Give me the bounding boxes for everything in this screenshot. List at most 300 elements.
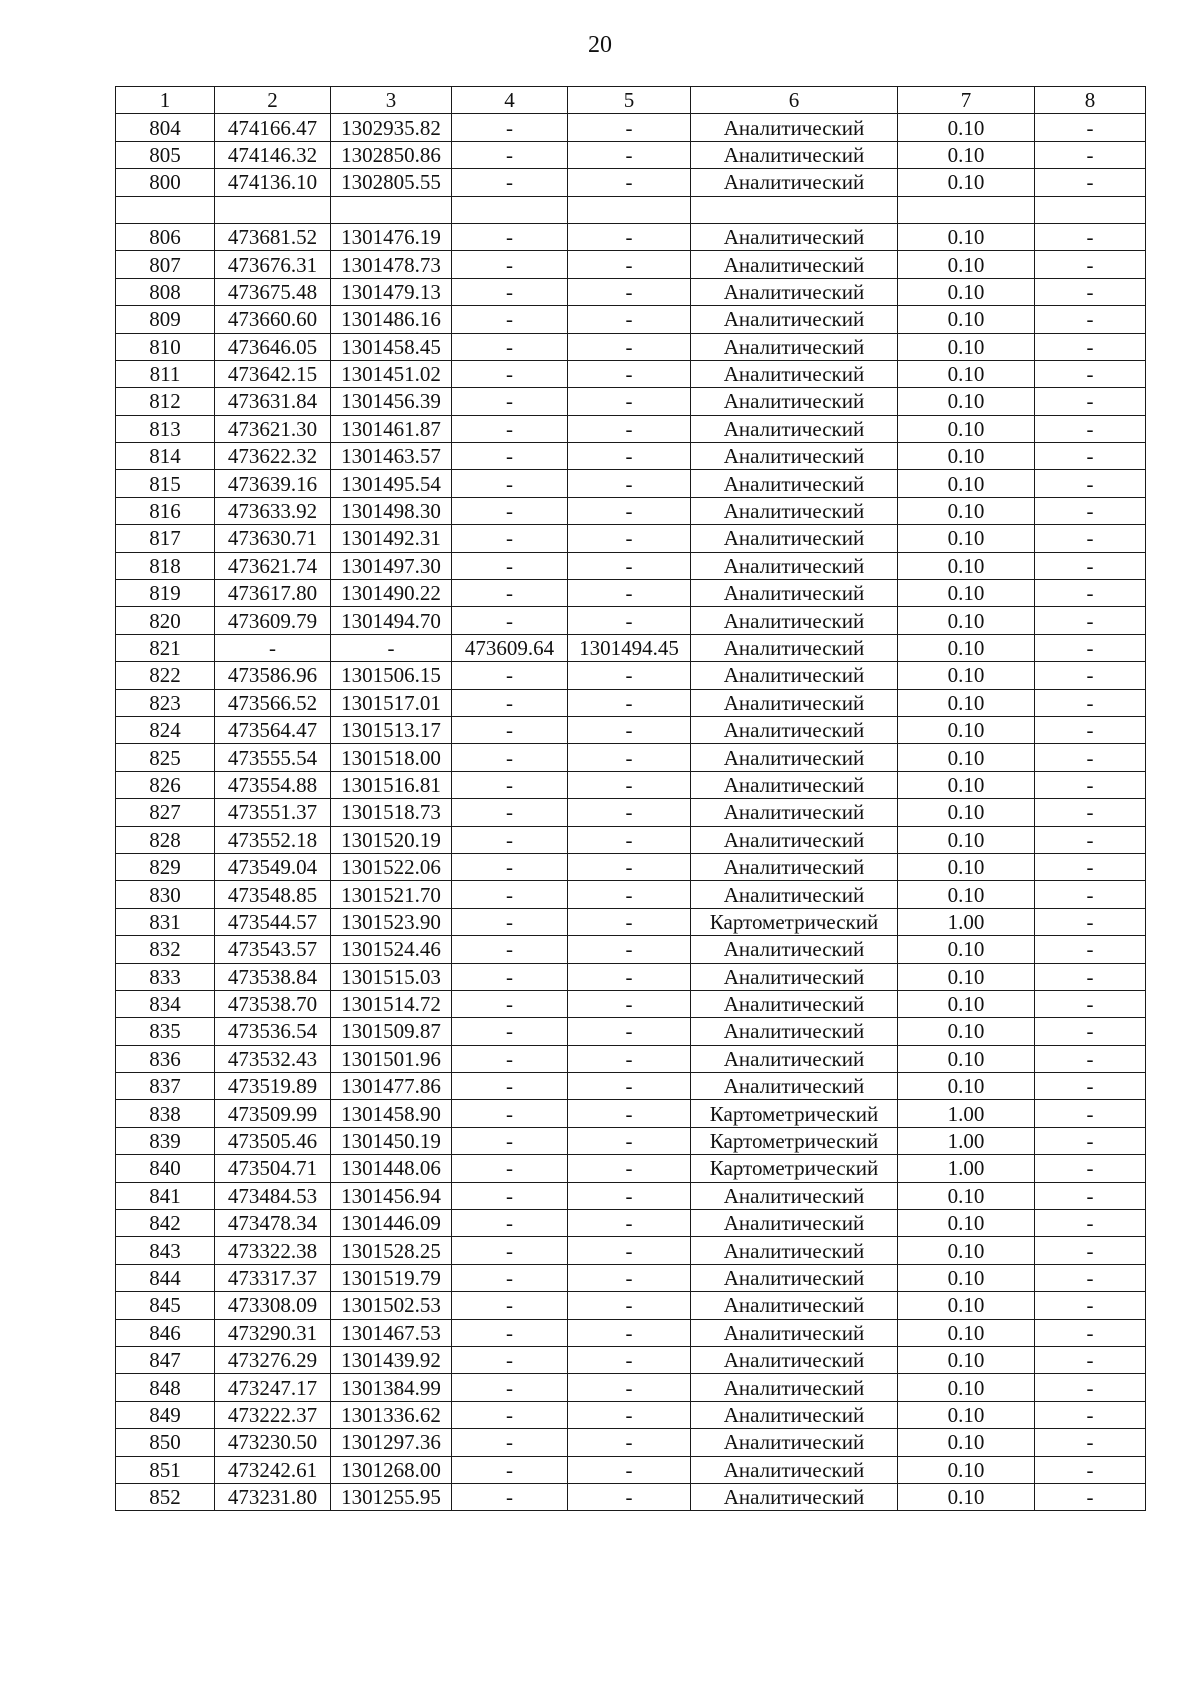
table-cell: 828: [116, 826, 215, 853]
table-cell: -: [568, 936, 691, 963]
table-cell: 0.10: [898, 1210, 1035, 1237]
table-cell: 0.10: [898, 169, 1035, 196]
table-cell: -: [1035, 689, 1146, 716]
table-cell: 1301492.31: [331, 525, 452, 552]
table-cell: 473222.37: [215, 1401, 331, 1428]
table-cell: -: [1035, 662, 1146, 689]
table-cell: 848: [116, 1374, 215, 1401]
table-cell: -: [1035, 1374, 1146, 1401]
table-cell: 474136.10: [215, 169, 331, 196]
table-cell: 823: [116, 689, 215, 716]
table-cell: -: [452, 1429, 568, 1456]
table-cell: 473519.89: [215, 1073, 331, 1100]
table-cell: 0.10: [898, 1346, 1035, 1373]
table-cell: 807: [116, 251, 215, 278]
table-row: [116, 333, 1146, 360]
table-cell: 0.10: [898, 443, 1035, 470]
table-cell: -: [452, 360, 568, 387]
table-row: [116, 1346, 1146, 1373]
table-cell: 1301516.81: [331, 771, 452, 798]
table-row: [116, 1429, 1146, 1456]
table-cell: 473630.71: [215, 525, 331, 552]
table-cell: 473676.31: [215, 251, 331, 278]
table-cell: 0.10: [898, 963, 1035, 990]
table-cell: Аналитический: [691, 1319, 898, 1346]
table-cell: 0.10: [898, 881, 1035, 908]
table-cell: 831: [116, 908, 215, 935]
table-cell: -: [568, 114, 691, 141]
table-cell: Аналитический: [691, 443, 898, 470]
table-cell: -: [568, 1456, 691, 1483]
table-cell: 473509.99: [215, 1100, 331, 1127]
column-header: 8: [1035, 87, 1146, 114]
table-cell: -: [1035, 1456, 1146, 1483]
page-number: 20: [588, 32, 612, 58]
table-row: [116, 1456, 1146, 1483]
table-cell: -: [568, 1292, 691, 1319]
table-cell: 473322.38: [215, 1237, 331, 1264]
table-cell: 0.10: [898, 1237, 1035, 1264]
table-cell: 0.10: [898, 552, 1035, 579]
table-cell: -: [331, 634, 452, 661]
table-row: [116, 908, 1146, 935]
table-cell: Аналитический: [691, 1045, 898, 1072]
table-cell: Аналитический: [691, 771, 898, 798]
column-header: 7: [898, 87, 1035, 114]
table-cell: -: [568, 251, 691, 278]
table-row: [116, 1292, 1146, 1319]
table-cell: 820: [116, 607, 215, 634]
table-cell: -: [568, 744, 691, 771]
table-cell: -: [568, 223, 691, 250]
table-cell: 1301519.79: [331, 1264, 452, 1291]
table-cell: 0.10: [898, 853, 1035, 880]
table-cell: -: [568, 1073, 691, 1100]
table-cell: 473622.32: [215, 443, 331, 470]
table-cell: -: [452, 1264, 568, 1291]
table-cell: 473617.80: [215, 580, 331, 607]
table-cell: 1301522.06: [331, 853, 452, 880]
table-row: [116, 415, 1146, 442]
table-cell: 1301515.03: [331, 963, 452, 990]
table-cell: [116, 196, 215, 223]
table-cell: 0.10: [898, 1292, 1035, 1319]
table-cell: -: [452, 963, 568, 990]
table-cell: [898, 196, 1035, 223]
table-cell: 808: [116, 278, 215, 305]
table-cell: -: [452, 1237, 568, 1264]
table-cell: 0.10: [898, 1073, 1035, 1100]
table-cell: 1301495.54: [331, 470, 452, 497]
table-cell: Аналитический: [691, 470, 898, 497]
table-cell: Аналитический: [691, 141, 898, 168]
table-cell: -: [452, 936, 568, 963]
table-cell: 0.10: [898, 1018, 1035, 1045]
table-cell: -: [452, 525, 568, 552]
table-row: [116, 525, 1146, 552]
table-cell: -: [452, 443, 568, 470]
table-row: [116, 1210, 1146, 1237]
table-cell: -: [568, 1237, 691, 1264]
table-cell: 812: [116, 388, 215, 415]
table-cell: 840: [116, 1155, 215, 1182]
table-cell: 826: [116, 771, 215, 798]
table-cell: -: [1035, 306, 1146, 333]
table-cell: Аналитический: [691, 607, 898, 634]
table-row: [116, 634, 1146, 661]
table-cell: -: [452, 306, 568, 333]
column-header: 3: [331, 87, 452, 114]
table-cell: 839: [116, 1127, 215, 1154]
table-cell: 0.10: [898, 278, 1035, 305]
table-cell: -: [1035, 716, 1146, 743]
table-cell: 1301384.99: [331, 1374, 452, 1401]
table-cell: 473639.16: [215, 470, 331, 497]
table-cell: Аналитический: [691, 1401, 898, 1428]
table-cell: [568, 196, 691, 223]
table-cell: -: [1035, 1401, 1146, 1428]
table-cell: 836: [116, 1045, 215, 1072]
table-cell: Аналитический: [691, 716, 898, 743]
table-cell: 1302805.55: [331, 169, 452, 196]
table-cell: 473564.47: [215, 716, 331, 743]
table-cell: -: [452, 223, 568, 250]
table-cell: -: [1035, 744, 1146, 771]
table-cell: 843: [116, 1237, 215, 1264]
table-cell: 0.10: [898, 141, 1035, 168]
table-cell: 835: [116, 1018, 215, 1045]
table-cell: -: [568, 360, 691, 387]
table-cell: -: [452, 1045, 568, 1072]
table-row: [116, 853, 1146, 880]
table-cell: Аналитический: [691, 580, 898, 607]
table-cell: 847: [116, 1346, 215, 1373]
table-cell: 473308.09: [215, 1292, 331, 1319]
table-row: [116, 771, 1146, 798]
table-row: [116, 689, 1146, 716]
table-cell: 1301476.19: [331, 223, 452, 250]
table-cell: 1301524.46: [331, 936, 452, 963]
table-cell: -: [1035, 990, 1146, 1017]
table-cell: -: [568, 1127, 691, 1154]
table-cell: Аналитический: [691, 1374, 898, 1401]
table-cell: -: [452, 716, 568, 743]
table-row: [116, 1155, 1146, 1182]
table-cell: -: [568, 1264, 691, 1291]
table-row: [116, 1374, 1146, 1401]
table-cell: -: [452, 799, 568, 826]
table-cell: Аналитический: [691, 634, 898, 661]
table-row: [116, 1319, 1146, 1346]
table-cell: -: [568, 1374, 691, 1401]
table-cell: -: [568, 1429, 691, 1456]
table-cell: -: [568, 580, 691, 607]
table-cell: Аналитический: [691, 799, 898, 826]
table-cell: 473646.05: [215, 333, 331, 360]
table-cell: 1301494.70: [331, 607, 452, 634]
table-cell: 852: [116, 1483, 215, 1510]
table-cell: 1301458.45: [331, 333, 452, 360]
table-cell: 1301439.92: [331, 1346, 452, 1373]
table-cell: 473538.70: [215, 990, 331, 1017]
table-cell: 0.10: [898, 580, 1035, 607]
table-cell: 837: [116, 1073, 215, 1100]
table-cell: 1.00: [898, 1127, 1035, 1154]
table-cell: [331, 196, 452, 223]
table-cell: 830: [116, 881, 215, 908]
table-cell: -: [452, 251, 568, 278]
table-cell: -: [1035, 607, 1146, 634]
table-cell: -: [568, 908, 691, 935]
table-cell: -: [452, 1292, 568, 1319]
table-cell: 0.10: [898, 799, 1035, 826]
table-cell: -: [1035, 1100, 1146, 1127]
table-cell: 0.10: [898, 607, 1035, 634]
table-cell: 845: [116, 1292, 215, 1319]
table-cell: Аналитический: [691, 1456, 898, 1483]
table-row: [116, 169, 1146, 196]
table-cell: 473276.29: [215, 1346, 331, 1373]
table-cell: -: [1035, 251, 1146, 278]
table-cell: Аналитический: [691, 1018, 898, 1045]
table-cell: Аналитический: [691, 1264, 898, 1291]
table-cell: 0.10: [898, 1401, 1035, 1428]
table-cell: -: [452, 1210, 568, 1237]
table-cell: 0.10: [898, 744, 1035, 771]
table-cell: 804: [116, 114, 215, 141]
table-cell: 833: [116, 963, 215, 990]
table-cell: -: [568, 415, 691, 442]
table-cell: -: [1035, 1264, 1146, 1291]
table-cell: 0.10: [898, 415, 1035, 442]
table-cell: -: [568, 497, 691, 524]
table-cell: 818: [116, 552, 215, 579]
table-cell: -: [1035, 853, 1146, 880]
table-cell: -: [452, 1182, 568, 1209]
table-cell: -: [568, 552, 691, 579]
table-cell: -: [452, 388, 568, 415]
table-cell: 473538.84: [215, 963, 331, 990]
table-cell: 811: [116, 360, 215, 387]
table-cell: Аналитический: [691, 525, 898, 552]
table-cell: Аналитический: [691, 114, 898, 141]
table-cell: -: [568, 1100, 691, 1127]
table-cell: -: [452, 881, 568, 908]
table-cell: -: [452, 607, 568, 634]
table-cell: -: [1035, 826, 1146, 853]
table-cell: 0.10: [898, 1182, 1035, 1209]
table-row: [116, 826, 1146, 853]
table-row: [116, 278, 1146, 305]
table-cell: -: [568, 333, 691, 360]
table-cell: 473532.43: [215, 1045, 331, 1072]
table-cell: -: [452, 1127, 568, 1154]
table-cell: -: [568, 470, 691, 497]
table-cell: 819: [116, 580, 215, 607]
table-cell: 473230.50: [215, 1429, 331, 1456]
table-cell: 1.00: [898, 1100, 1035, 1127]
column-header: 5: [568, 87, 691, 114]
table-cell: -: [452, 1456, 568, 1483]
table-cell: Аналитический: [691, 689, 898, 716]
table-cell: 841: [116, 1182, 215, 1209]
table-cell: 0.10: [898, 333, 1035, 360]
table-cell: -: [568, 881, 691, 908]
table-cell: Аналитический: [691, 278, 898, 305]
table-cell: 842: [116, 1210, 215, 1237]
table-cell: 473504.71: [215, 1155, 331, 1182]
table-cell: [691, 196, 898, 223]
table-cell: 473484.53: [215, 1182, 331, 1209]
table-cell: 805: [116, 141, 215, 168]
table-cell: Аналитический: [691, 1292, 898, 1319]
table-cell: 0.10: [898, 114, 1035, 141]
table-cell: -: [452, 1018, 568, 1045]
table-cell: -: [568, 388, 691, 415]
table-cell: -: [452, 853, 568, 880]
table-cell: -: [1035, 1237, 1146, 1264]
table-cell: -: [568, 799, 691, 826]
table-cell: 1301467.53: [331, 1319, 452, 1346]
table-cell: 824: [116, 716, 215, 743]
table-cell: 0.10: [898, 525, 1035, 552]
table-cell: 473609.79: [215, 607, 331, 634]
table-row: [116, 306, 1146, 333]
table-cell: -: [1035, 1210, 1146, 1237]
table-cell: -: [452, 908, 568, 935]
column-header: 6: [691, 87, 898, 114]
table-cell: -: [1035, 552, 1146, 579]
table-cell: 1301297.36: [331, 1429, 452, 1456]
table-cell: 1301451.02: [331, 360, 452, 387]
table-cell: 809: [116, 306, 215, 333]
table-cell: Аналитический: [691, 853, 898, 880]
table-cell: -: [1035, 634, 1146, 661]
table-cell: -: [452, 744, 568, 771]
table-cell: 1301517.01: [331, 689, 452, 716]
table-cell: 838: [116, 1100, 215, 1127]
table-cell: -: [452, 415, 568, 442]
table-row: [116, 388, 1146, 415]
table-cell: -: [1035, 141, 1146, 168]
table-cell: 1301255.95: [331, 1483, 452, 1510]
table-row: [116, 1401, 1146, 1428]
table-cell: 473633.92: [215, 497, 331, 524]
table-row: [116, 196, 1146, 223]
table-cell: -: [452, 580, 568, 607]
table-cell: -: [1035, 1319, 1146, 1346]
table-cell: 1301509.87: [331, 1018, 452, 1045]
table-cell: 1301523.90: [331, 908, 452, 935]
table-cell: -: [452, 1319, 568, 1346]
table-cell: 0.10: [898, 1429, 1035, 1456]
table-row: [116, 552, 1146, 579]
table-cell: 1301502.53: [331, 1292, 452, 1319]
table-cell: -: [568, 1155, 691, 1182]
table-cell: -: [568, 990, 691, 1017]
table-cell: 473555.54: [215, 744, 331, 771]
table-cell: -: [452, 470, 568, 497]
table-cell: -: [452, 497, 568, 524]
table-cell: 1301486.16: [331, 306, 452, 333]
table-cell: [215, 196, 331, 223]
table-cell: 0.10: [898, 826, 1035, 853]
table-cell: 473242.61: [215, 1456, 331, 1483]
table-cell: 1301506.15: [331, 662, 452, 689]
table-cell: 0.10: [898, 716, 1035, 743]
table-cell: 473548.85: [215, 881, 331, 908]
table-cell: 0.10: [898, 990, 1035, 1017]
table-cell: Аналитический: [691, 415, 898, 442]
table-cell: -: [1035, 1127, 1146, 1154]
table-row: [116, 1483, 1146, 1510]
table-cell: Аналитический: [691, 333, 898, 360]
table-cell: 806: [116, 223, 215, 250]
table-cell: -: [1035, 1483, 1146, 1510]
table-cell: -: [1035, 1045, 1146, 1072]
table-cell: -: [1035, 1429, 1146, 1456]
table-cell: -: [452, 1100, 568, 1127]
table-cell: 814: [116, 443, 215, 470]
table-cell: Картометрический: [691, 1155, 898, 1182]
table-cell: 473549.04: [215, 853, 331, 880]
table-cell: 0.10: [898, 1264, 1035, 1291]
table-cell: 1301501.96: [331, 1045, 452, 1072]
table-row: [116, 223, 1146, 250]
table-cell: Аналитический: [691, 388, 898, 415]
table-cell: 1302850.86: [331, 141, 452, 168]
table-cell: 1.00: [898, 908, 1035, 935]
table-cell: -: [1035, 1073, 1146, 1100]
table-cell: -: [1035, 1018, 1146, 1045]
table-cell: 810: [116, 333, 215, 360]
table-cell: 815: [116, 470, 215, 497]
table-cell: -: [452, 114, 568, 141]
table-cell: 1302935.82: [331, 114, 452, 141]
table-cell: -: [452, 689, 568, 716]
table-cell: -: [568, 1346, 691, 1373]
table-cell: Аналитический: [691, 1429, 898, 1456]
table-cell: -: [1035, 771, 1146, 798]
table-cell: 473536.54: [215, 1018, 331, 1045]
table-row: [116, 443, 1146, 470]
table-cell: -: [568, 141, 691, 168]
table-row: [116, 990, 1146, 1017]
table-cell: -: [1035, 278, 1146, 305]
table-cell: 1301520.19: [331, 826, 452, 853]
table-row: [116, 716, 1146, 743]
table-cell: 473505.46: [215, 1127, 331, 1154]
table-cell: 822: [116, 662, 215, 689]
table-cell: 0.10: [898, 689, 1035, 716]
table-cell: -: [452, 1401, 568, 1428]
table-cell: 0.10: [898, 662, 1035, 689]
table-cell: 473554.88: [215, 771, 331, 798]
table-cell: 0.10: [898, 360, 1035, 387]
table-cell: Аналитический: [691, 990, 898, 1017]
table-row: [116, 1237, 1146, 1264]
table-cell: -: [1035, 333, 1146, 360]
table-cell: Аналитический: [691, 360, 898, 387]
table-cell: -: [452, 552, 568, 579]
table-cell: Аналитический: [691, 1346, 898, 1373]
table-cell: 473317.37: [215, 1264, 331, 1291]
table-cell: Аналитический: [691, 936, 898, 963]
table-row: [116, 360, 1146, 387]
coordinates-table: [115, 86, 1146, 1511]
table-cell: 849: [116, 1401, 215, 1428]
table-cell: -: [1035, 1346, 1146, 1373]
